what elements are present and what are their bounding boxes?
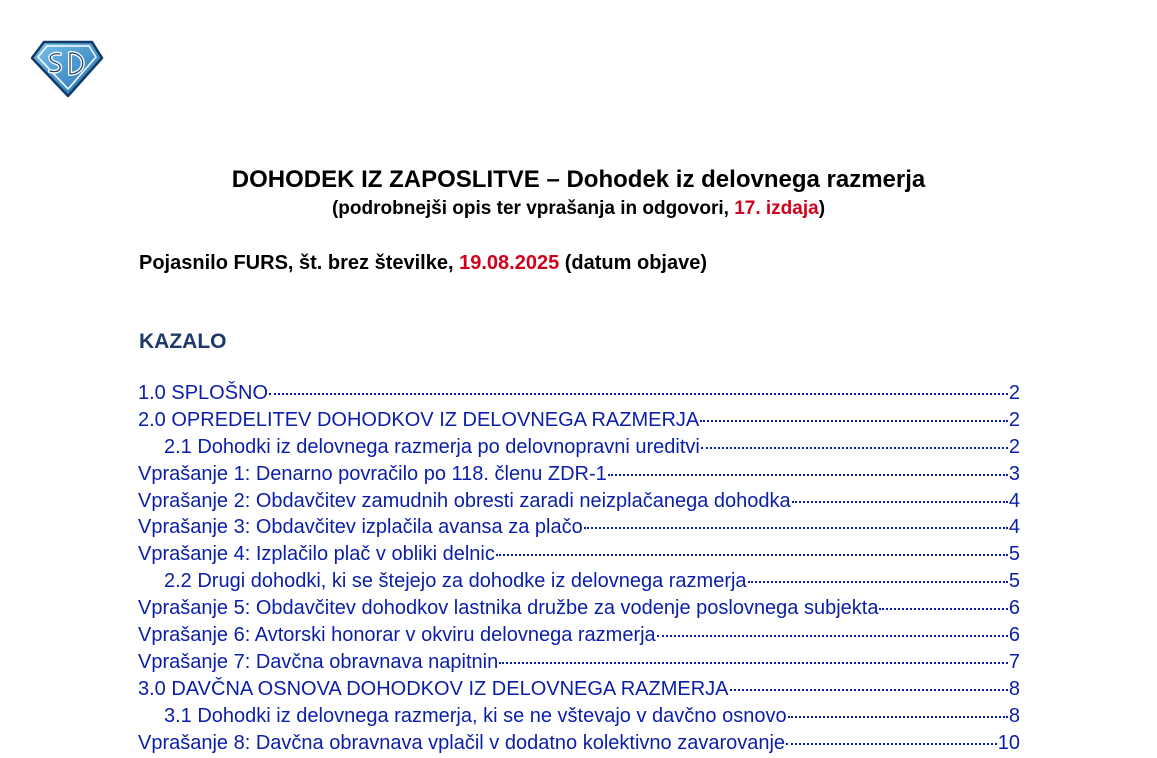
toc-entry[interactable] [138,543,1020,570]
toc-page-number: 2 [1008,435,1020,458]
toc-entry[interactable] [138,597,1020,624]
toc-entry-title: 2.0 OPREDELITEV DOHODKOV IZ DELOVNEGA RAZMERJA [138,408,700,431]
toc-page-number: 3 [1008,462,1020,485]
toc-page-number: 8 [1008,677,1020,700]
toc-entry[interactable] [138,436,1020,463]
toc-entry-title: Vprašanje 4: Izplačilo plač v obliki delnic [138,543,495,566]
toc-entry[interactable] [138,409,1020,436]
toc-entry-title: 3.1 Dohodki iz delovnega razmerja, ki se ne vštevajo v davčno osnovo [164,704,787,727]
publication-date: 19.08.2025 [459,252,560,274]
toc-page-number: 5 [1008,543,1020,566]
edition-label: 17. izdaja [734,198,819,219]
toc-entry[interactable] [138,463,1020,490]
toc-entry-title: 2.2 Drugi dohodki, ki se štejejo za dohodke iz delovnega razmerja [164,570,747,593]
toc-leader-dots [730,689,1008,691]
toc-page-number: 5 [1008,570,1020,593]
toc-entry[interactable] [138,516,1020,543]
toc-leader-dots [499,662,1008,664]
toc-entry-title: Vprašanje 3: Obdavčitev izplačila avansa za plačo [138,516,583,539]
toc-page-number: 8 [1008,704,1020,727]
subtitle-text: (podrobnejši opis ter vprašanja in odgovori, [331,198,735,219]
toc-leader-dots [584,527,1008,529]
toc-leader-dots [608,474,1008,476]
toc-page-number: 4 [1008,516,1020,539]
reference-text: Pojasnilo FURS, št. brez številke, [139,252,460,274]
toc-leader-dots [657,635,1008,637]
toc-entry-title: Vprašanje 2: Obdavčitev zamudnih obresti zaradi neizplačanega dohodka [138,489,791,512]
toc-entry-title: 1.0 SPLOŠNO [138,382,269,404]
toc-entry[interactable] [138,651,1020,678]
toc-heading: KAZALO [139,330,227,353]
reference-line [139,252,707,275]
toc-entry[interactable] [138,624,1020,651]
toc-leader-dots [496,554,1008,556]
toc-entry-title: 2.1 Dohodki iz delovnega razmerja po delovnopravni ureditvi [164,435,700,458]
toc-page-number: 6 [1008,597,1020,620]
document-title: DOHODEK IZ ZAPOSLITVE – Dohodek iz delovnega razmerja [231,166,926,193]
table-of-contents [138,382,1020,758]
toc-leader-dots [700,420,1008,422]
logo-icon [30,40,104,98]
subtitle-close: ) [818,198,826,219]
toc-entry-title: 3.0 DAVČNA OSNOVA DOHODKOV IZ DELOVNEGA RAZMERJA [138,677,729,700]
toc-page-number: 2 [1008,382,1020,404]
toc-leader-dots [701,447,1008,449]
document-subtitle [0,198,1157,220]
toc-page-number: 2 [1008,408,1020,431]
toc-entry-title: Vprašanje 8: Davčna obravnava vplačil v dodatno kolektivno zavarovanje [138,731,786,754]
toc-leader-dots [879,608,1007,610]
toc-entry[interactable] [138,382,1020,409]
toc-entry[interactable] [138,705,1020,732]
toc-entry[interactable] [138,490,1020,517]
toc-entry[interactable] [138,570,1020,597]
reference-suffix: (datum objave) [559,252,708,274]
toc-entry-title: Vprašanje 7: Davčna obravnava napitnin [138,650,499,673]
toc-page-number: 7 [1008,650,1020,673]
toc-page-number: 4 [1008,489,1020,512]
toc-leader-dots [748,581,1008,583]
toc-entry[interactable] [138,732,1020,758]
toc-entry-title: Vprašanje 1: Denarno povračilo po 118. členu ZDR-1 [138,462,607,485]
toc-leader-dots [788,716,1008,718]
toc-page-number: 10 [997,731,1020,754]
toc-entry-title: Vprašanje 6: Avtorski honorar v okviru delovnega razmerja [138,624,656,647]
toc-leader-dots [269,393,1008,395]
toc-entry[interactable] [138,678,1020,705]
toc-entry-title: Vprašanje 5: Obdavčitev dohodkov lastnika družbe za vodenje poslovnega subjekta [138,597,879,620]
toc-leader-dots [792,501,1008,503]
toc-page-number: 6 [1008,624,1020,647]
